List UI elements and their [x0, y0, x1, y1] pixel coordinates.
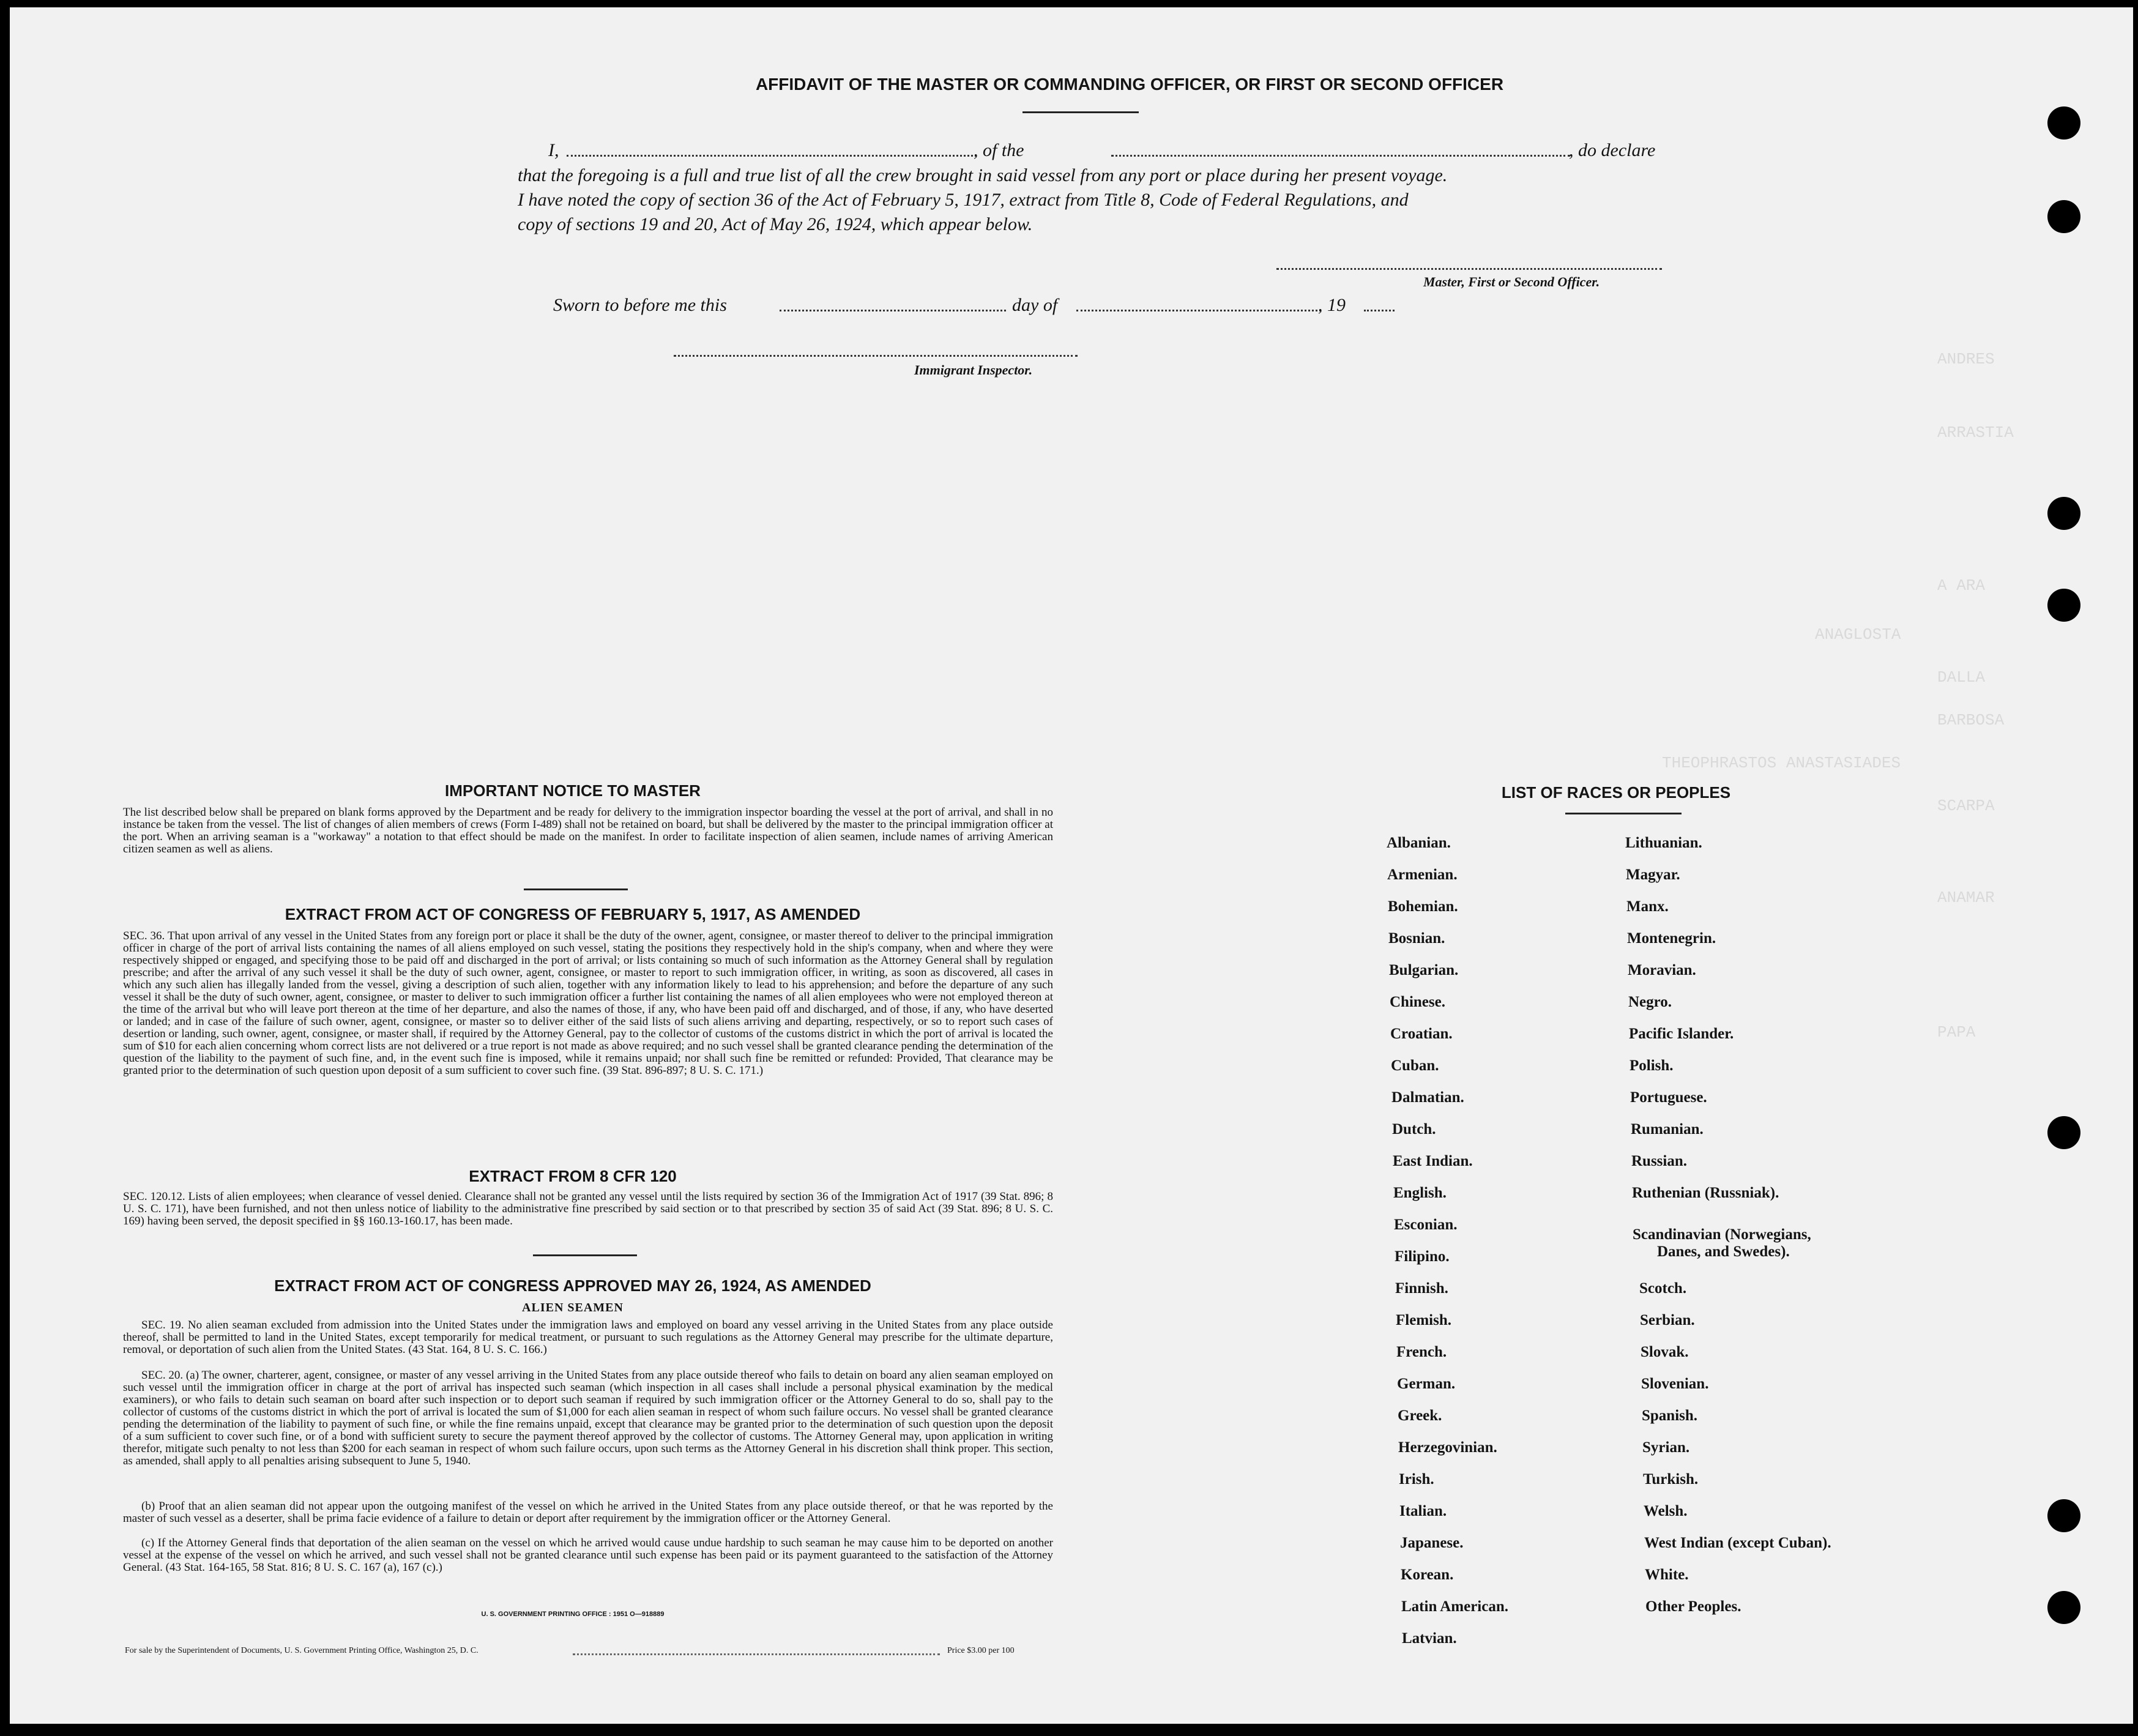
of-the-label: , of the [974, 140, 1024, 160]
race-item: Scandinavian (Norwegians, [1633, 1226, 1811, 1243]
binder-hole [2047, 589, 2080, 622]
race-item: Ruthenian (Russniak). [1632, 1185, 1779, 1201]
affidavit-line-3: I have noted the copy of section 36 of the Act of February 5, 1917, extract from Title 8, Code of Federal Regulations, and [518, 190, 1409, 210]
race-item: Filipino. [1395, 1248, 1450, 1265]
do-declare-label: , do declare [1569, 140, 1656, 160]
affidavit-line-2: that the foregoing is a full and true list of all the crew brought in said vessel from any port or place during her present voyage. [518, 165, 1448, 185]
race-item: East Indian. [1393, 1153, 1473, 1169]
extract-cfr-title: EXTRACT FROM 8 CFR 120 [469, 1167, 677, 1185]
race-item: Other Peoples. [1645, 1598, 1741, 1615]
binder-hole [2047, 106, 2080, 140]
sec-20b-text: (b) Proof that an alien seaman did not appear upon the outgoing manifest of the vessel on which he arrived in the United States from any place outside thereof, or that he was reported by the master of such vessel as a deserter, shall be prima facie evidence of a failure to detain or deport after requirement by the immigration officer or the Attorney General. [123, 1500, 1053, 1525]
master-signature-label: Master, First or Second Officer. [1423, 274, 1600, 289]
race-item: German. [1397, 1376, 1456, 1392]
race-item: Turkish. [1643, 1471, 1699, 1488]
race-item: Moravian. [1628, 962, 1696, 978]
affidavit-title: AFFIDAVIT OF THE MASTER OR COMMANDING OFFICER, OR FIRST OR SECOND OFFICER [755, 75, 1504, 94]
alien-seamen-subtitle: ALIEN SEAMEN [522, 1301, 624, 1314]
race-item: Russian. [1631, 1153, 1688, 1169]
race-item: West Indian (except Cuban). [1644, 1535, 1831, 1551]
race-item: Pacific Islander. [1629, 1026, 1734, 1042]
race-item: Esconian. [1394, 1216, 1458, 1233]
race-item: Bosnian. [1388, 930, 1445, 947]
race-item: Chinese. [1390, 994, 1445, 1010]
sworn-year-field[interactable] [1364, 310, 1395, 311]
notice-title: IMPORTANT NOTICE TO MASTER [445, 781, 701, 800]
race-item: White. [1645, 1566, 1689, 1583]
sale-notice: For sale by the Superintendent of Documents, U. S. Government Printing Office, Washington 25, D. C. [125, 1646, 479, 1655]
race-item: Croatian. [1390, 1026, 1453, 1042]
day-of-label: day of [1012, 295, 1058, 315]
sworn-month-field[interactable] [1076, 310, 1321, 311]
race-item: Albanian. [1387, 835, 1451, 851]
binder-hole [2047, 1591, 2080, 1624]
binder-hole [2047, 1499, 2080, 1532]
affidavit-line-4: copy of sections 19 and 20, Act of May 26, 1924, which appear below. [518, 214, 1033, 234]
races-title: LIST OF RACES OR PEOPLES [1501, 783, 1731, 802]
inspector-signature-field[interactable] [674, 355, 1078, 357]
sec-19-text: SEC. 19. No alien seaman excluded from admission into the United States under the immigration laws and employed on board any vessel arriving in the United States from any place outside thereof, shall be permitted to land in the United States, except temporarily for medical treatment, or pursuant to such regulations as the Attorney General may prescribe for the ultimate departure, removal, or deportation of such alien from the United States. (43 Stat. 164, 8 U. S. C. 166.) [123, 1319, 1053, 1356]
sec-20a-text: SEC. 20. (a) The owner, charterer, agent, consignee, or master of any vessel arriving in the United States from any place outside thereof who fails to detain on board any alien seaman employed on such vessel until the immigration officer in charge at the port of arrival has inspected such seaman (which inspection in all cases shall include a personal physical examination by the medical examiners), or who fails to detain such seaman on board after such inspection or to deport such seaman if required by such immigration officer or the Attorney General to do so, shall pay to the collector of customs of the customs district in which the port of arrival is located the sum of $1,000 for each alien seaman in respect of whom such failure occurs. No vessel shall be granted clearance pending the determination of the liability to payment of such fine, or while the fine remains unpaid, except that clearance may be granted prior to the determination of such question upon the deposit of a sum sufficient to cover such fine, or of a bond with sufficient surety to secure the payment thereof approved by the collector of customs. The Attorney General may, upon application in writing therefor, mitigate such penalty to not less than $200 for each seaman in respect of whom such failure occurs, upon such terms as the Attorney General in his discretion shall think proper. This section, as amended, shall apply to all penalties arising subsequent to June 5, 1940. [123, 1369, 1053, 1467]
race-item: Korean. [1401, 1566, 1454, 1583]
declarant-prefix: I, [548, 140, 559, 160]
sec-20c-text: (c) If the Attorney General finds that deportation of the alien seaman on the vessel on which he arrived would cause undue hardship to such seaman he may cause him to be deported on another vessel at the expense of the vessel on which he arrived, and such vessel shall not be granted clearance until such expense has been paid or its payment guaranteed to the satisfaction of the Attorney General. (43 Stat. 164-165, 58 Stat. 816; 8 U. S. C. 167 (a), 167 (c).) [123, 1537, 1053, 1574]
master-signature-field[interactable] [1276, 268, 1662, 270]
document-page: ANDRES ARRASTIA A ARA ANAGLOSTA DALLA BARBOSA THEOPHRASTOS ANASTASIADES SCARPA ANAMAR PAPA AFFIDAVIT OF THE MASTER OR COMMANDING OFFICER, OR FIRST OR SECOND OFFICER I, , of the , do declare that the foregoing is a full and true list of all the crew brought in said vessel from any port or place during her present voyage. I have noted the copy of section 36 of the Act of February 5, 1917, extract from Title 8, Code of Federal Regulations, and copy of sections 19 and 20, Act of May 26, 1924, which appear below. Master, First or Second Officer. Sworn to before me this day of , 19 Immigrant Inspector. IMPORTANT NOTICE TO MASTER The list described below shall be prepared on blank forms approved by the Department and be ready for delivery to the immigration inspector boarding the vessel at the port of arrival, and shall in no instance be taken from the vessel. The list of changes of alien members of crews (Form I-489) shall not be retained on board, but shall be delivered by the master to the principal immigration officer at the port. When an arriving seaman is a "workaway" a notation to that effect should be made on the manifest. In order to facilitate inspection of alien seamen, include names of arriving American citizen seamen as well as aliens. EXTRACT FROM ACT OF CONGRESS OF FEBRUARY 5, 1917, AS AMENDED SEC. 36. That upon arrival of any vessel in the United States from any foreign port or place it shall be the duty of the owner, agent, consignee, or master thereof to deliver to the principal immigration officer in charge of the port of arrival lists containing the names of all aliens employed on such vessel, stating the positions they respectively hold in the ship's company, when and where they were respectively shipped or engaged, and specifying those to be paid off and discharged in the port of arrival; or lists containing so much of such information as the Attorney General shall by regulation prescribe; and after the arrival of any such vessel it shall be the duty of such owner, agent, consignee, or master to report to such immigration officer, in writing, as soon as discovered, all cases in which any such alien has illegally landed from the vessel, giving a description of such alien, together with any information likely to lead to his apprehension; and before the departure of any such vessel it shall be the duty of such owner, agent, consignee, or master to deliver to such immigration officer a further list containing the names of all alien employees who were not employed thereon at the time of the arrival but who will leave port thereon at the time of her departure, and also the names of those, if any, who have been paid off and discharged, and of those, if any, who have deserted or landed; and in case of the failure of such owner, agent, consignee, or master so to deliver either of the said lists of such aliens arriving and departing, respectively, or so to report such cases of desertion or landing, such owner, agent, consignee, or master shall, if required by the Attorney General, pay to the collector of customs of the customs district in which the port of arrival is located the sum of $10 for each alien concerning whom correct lists are not delivered or a true report is not made as above required; and no such vessel shall be granted clearance pending the determination of the question of the liability to the payment of such fine, and, in the event such fine is imposed, while it remains unpaid; nor shall such fine be remitted or refunded: Provided, That clearance may be granted prior to the determination of such question upon deposit of a sum sufficient to cover such fine. (39 Stat. 896-897; 8 U. S. C. 171.) EXTRACT FROM 8 CFR 120 SEC. 120.12. Lists of alien employees; when clearance of vessel denied. Clearance shall not be granted any vessel until the lists required by section 36 of the Immigration Act of 1917 (39 Stat. 896; 8 U. S. C. 171), have been furnished, and not then unless notice of liability to the administrative fine prescribed by said section or to that prescribed by section 35 of said Act (39 Stat. 896; 8 U. S. C. 169) having been served, the deposit specified in §§ 160.13-160.17, has been made. EXTRACT FROM ACT OF CONGRESS APPROVED MAY 26, 1924, AS AMENDED ALIEN SEAMEN SEC. 19. No alien seaman excluded from admission into the United States under the immigration laws and employed on board any vessel arriving in the United States from any place outside thereof, shall be permitted to land in the United States, except temporarily for medical treatment, or pursuant to such regulations as the Attorney General may prescribe for the ultimate departure, removal, or deportation of such alien from the United States. (43 Stat. 164, 8 U. S. C. 166.) SEC. 20. (a) The owner, charterer, agent, consignee, or master of any vessel arriving in the United States from any place outside thereof who fails to detain on board any alien seaman employed on such vessel until the immigration officer in charge at the port of arrival has inspected such seaman (which inspection in all cases shall include a personal physical examination by the medical examiners), or who fails to detain such seaman on board after such inspection or to deport such seaman if required by such immigration officer or the Attorney General to do so, shall pay to the collector of customs of the customs district in which the port of arrival is located the sum of $1,000 for each alien seaman in respect of whom such failure occurs. No vessel shall be granted clearance pending the determination of the liability to payment of such fine, or while the fine remains unpaid, except that clearance may be granted prior to the determination of such question upon the deposit of a sum sufficient to cover such fine, or of a bond with sufficient surety to secure the payment thereof approved by the collector of customs. The Attorney General may, upon application in writing therefor, mitigate such penalty to not less than $200 for each seaman in respect of whom such failure occurs, upon such terms as the Attorney General in his discretion shall think proper. This section, as amended, shall apply to all penalties arising subsequent to June 5, 1940. (b) Proof that an alien seaman did not appear upon the outgoing manifest of the vessel on which he arrived in the United States from any place outside thereof, or that he was reported by the master of such vessel as a deserter, shall be prima facie evidence of a failure to detain or deport after requirement by the immigration officer or the Attorney General. (c) If the Attorney General finds that deportation of the alien seaman on the vessel on which he arrived would cause undue hardship to such seaman he may cause him to be deported on another vessel at the expense of the vessel on which he arrived, and such vessel shall not be granted clearance until such expense has been paid or its payment guaranteed to the satisfaction of the Attorney General. (43 Stat. 164-165, 58 Stat. 816; 8 U. S. C. 167 (a), 167 (c).) U. S. GOVERNMENT PRINTING OFFICE : 1951 O—918889 For sale by the Superintendent of Documents, U. S. Government Printing Office, Washington 25, D. C. Price $3.00 per 100 LIST OF RACES OR PEOPLES Albanian. Armenian. Bohemian. Bosnian. Bulgarian. Chinese. Croatian. Cuban. Dalmatian. Dutch. East Indian. English. Esconian. Filipino. Finnish. Flemish. French. German. Greek. Herzegovinian. Irish. Italian. Japanese. Korean. Latin American. Latvian. Lithuanian. Magyar. Manx. Montenegrin. Moravian. Negro. Pacific Islander. Polish. Portuguese. Rumanian. Russian. Ruthenian (Russniak). Scandinavian (Norwegians, Danes, and Swedes). Scotch. Serbian. Slovak. Slovenian. Spanish. Syrian. Turkish. Welsh. West Indian (except Cuban). White. Other Peoples. [10, 7, 2133, 1724]
race-item: Spanish. [1642, 1407, 1698, 1424]
race-item: Rumanian. [1631, 1121, 1704, 1138]
declarant-name-field[interactable] [567, 155, 977, 157]
price-note: Price $3.00 per 100 [947, 1646, 1015, 1655]
race-item: Magyar. [1626, 866, 1680, 883]
race-item: Syrian. [1642, 1439, 1690, 1456]
binder-hole [2047, 1116, 2080, 1149]
race-item: Manx. [1626, 898, 1669, 915]
race-item: Welsh. [1644, 1503, 1688, 1519]
race-item: Cuban. [1391, 1057, 1439, 1074]
sworn-label: Sworn to before me this [553, 295, 727, 315]
race-item: Bulgarian. [1389, 962, 1459, 978]
binder-hole [2047, 200, 2080, 233]
race-item: Portuguese. [1630, 1089, 1707, 1106]
year-label: , 19 [1318, 295, 1346, 315]
race-item: Polish. [1630, 1057, 1674, 1074]
race-item: Herzegovinian. [1398, 1439, 1497, 1456]
extract-1917-title: EXTRACT FROM ACT OF CONGRESS OF FEBRUARY 5, 1917, AS AMENDED [285, 905, 861, 923]
extract-1917-text: SEC. 36. That upon arrival of any vessel in the United States from any foreign port or place it shall be the duty of the owner, agent, consignee, or master thereof to deliver to the principal immigration officer in charge of the port of arrival lists containing the names of all aliens employed on such vessel, stating the positions they respectively hold in the ship's company, when and where they were respectively shipped or engaged, and specifying those to be paid off and discharged in the port of arrival; or lists containing so much of such information as the Attorney General shall by regulation prescribe; and after the arrival of any such vessel it shall be the duty of such owner, agent, consignee, or master to report to such immigration officer, in writing, as soon as discovered, all cases in which any such alien has illegally landed from the vessel, giving a description of such alien, together with any information likely to lead to his apprehension; and before the departure of any such vessel it shall be the duty of such owner, agent, consignee, or master to deliver to such immigration officer a further list containing the names of all alien employees who were not employed thereon at the time of the arrival but who will leave port thereon at the time of her departure, and also the names of those, if any, who have been paid off and discharged, and of those, if any, who have deserted or landed; and in case of the failure of such owner, agent, consignee, or master so to deliver either of the said lists of such aliens arriving and departing, respectively, or so to report such cases of desertion or landing, such owner, agent, consignee, or master shall, if required by the Attorney General, pay to the collector of customs of the customs district in which the port of arrival is located the sum of $10 for each alien concerning whom correct lists are not delivered or a true report is not made as above required; and no such vessel shall be granted clearance pending the determination of the question of the liability to the payment of such fine, and, in the event such fine is imposed, while it remains unpaid; nor shall such fine be remitted or refunded: Provided, That clearance may be granted prior to the determination of such question upon deposit of a sum sufficient to cover such fine. (39 Stat. 896-897; 8 U. S. C. 171.) [123, 929, 1053, 1077]
race-item: Negro. [1628, 994, 1672, 1010]
race-item: Montenegrin. [1627, 930, 1716, 947]
notice-text: The list described below shall be prepared on blank forms approved by the Department and be ready for delivery to the immigration inspector boarding the vessel at the port of arrival, and shall in no instance be taken from the vessel. The list of changes of alien members of crews (Form I-489) shall not be retained on board, but shall be delivered by the master to the principal immigration officer at the port. When an arriving seaman is a "workaway" a notation to that effect should be made on the manifest. In order to facilitate inspection of alien seamen, include names of arriving American citizen seamen as well as aliens. [123, 806, 1053, 855]
race-item: Latvian. [1402, 1630, 1457, 1647]
race-item: Latin American. [1401, 1598, 1508, 1615]
race-item: Serbian. [1640, 1312, 1695, 1328]
race-item: English. [1393, 1185, 1447, 1201]
binder-hole [2047, 497, 2080, 530]
race-item: Bohemian. [1388, 898, 1458, 915]
race-item: Dalmatian. [1391, 1089, 1464, 1106]
race-item: Flemish. [1396, 1312, 1451, 1328]
vessel-name-field[interactable] [1111, 155, 1570, 157]
extract-1924-title: EXTRACT FROM ACT OF CONGRESS APPROVED MAY 26, 1924, AS AMENDED [274, 1276, 871, 1295]
race-item: Danes, and Swedes). [1657, 1243, 1790, 1260]
extract-cfr-text: SEC. 120.12. Lists of alien employees; when clearance of vessel denied. Clearance shall not be granted any vessel until the lists required by section 36 of the Immigration Act of 1917 (39 Stat. 896; 8 U. S. C. 171), have been furnished, and not then unless notice of liability to the administrative fine prescribed by said section or to that prescribed by section 35 of said Act (39 Stat. 896; 8 U. S. C. 169) having been served, the deposit specified in §§ 160.13-160.17, has been made. [123, 1190, 1053, 1227]
race-item: Japanese. [1400, 1535, 1464, 1551]
sworn-day-field[interactable] [780, 310, 1006, 311]
race-item: Scotch. [1639, 1280, 1687, 1297]
inspector-signature-label: Immigrant Inspector. [914, 362, 1033, 378]
race-item: Irish. [1399, 1471, 1434, 1488]
race-item: Greek. [1398, 1407, 1442, 1424]
race-item: Lithuanian. [1625, 835, 1702, 851]
race-item: Slovak. [1641, 1344, 1689, 1360]
race-item: Dutch. [1392, 1121, 1436, 1138]
race-item: French. [1396, 1344, 1447, 1360]
race-item: Italian. [1399, 1503, 1447, 1519]
gpo-imprint: U. S. GOVERNMENT PRINTING OFFICE : 1951 O—918889 [481, 1611, 665, 1618]
race-item: Armenian. [1387, 866, 1458, 883]
race-item: Finnish. [1395, 1280, 1448, 1297]
race-item: Slovenian. [1641, 1376, 1709, 1392]
